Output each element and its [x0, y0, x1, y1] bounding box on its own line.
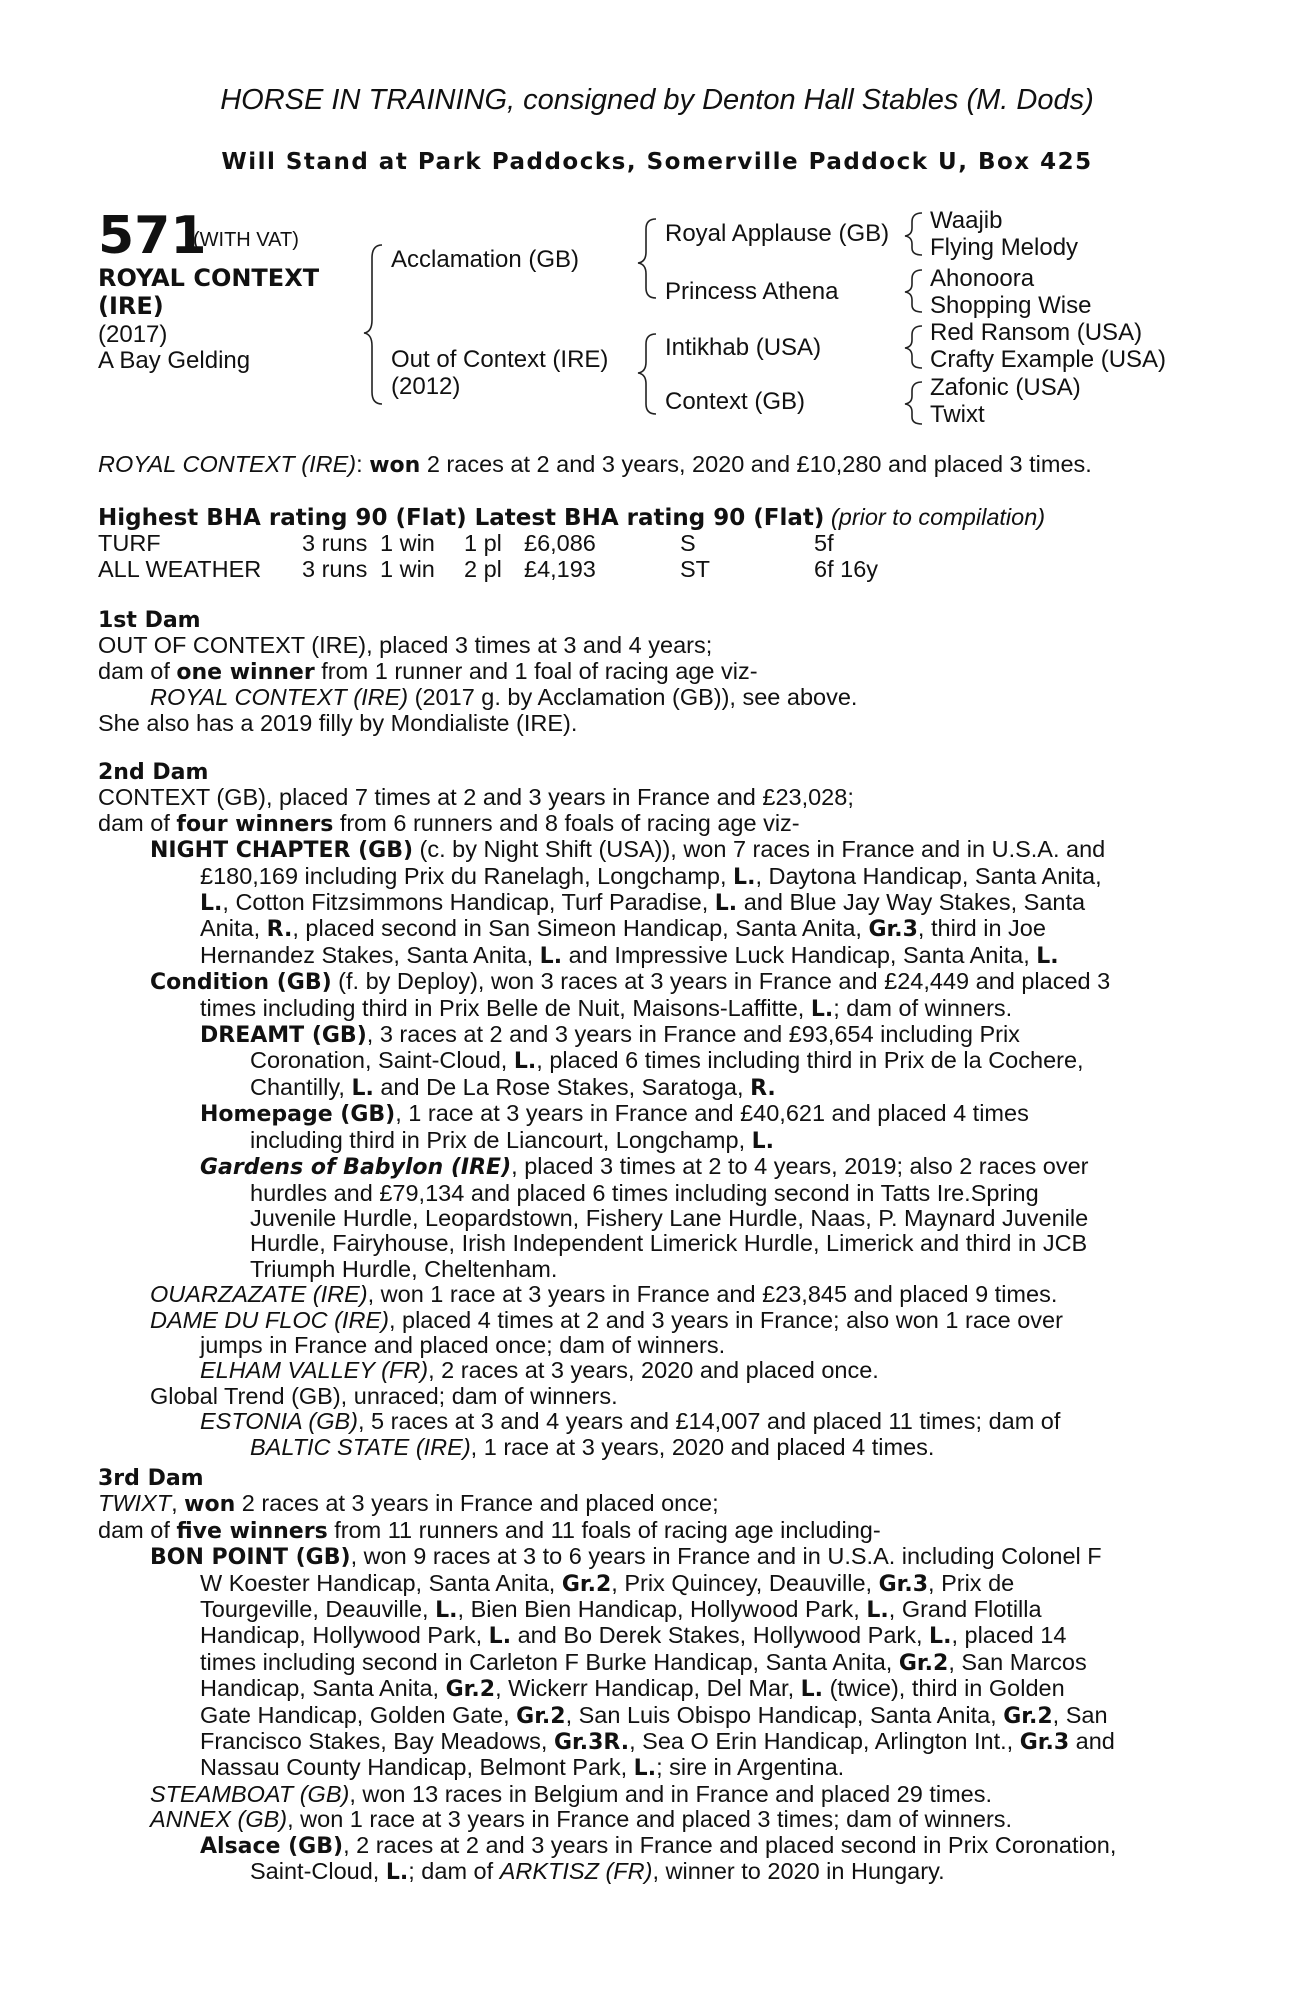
race-summary: ROYAL CONTEXT (IRE): won 2 races at 2 and 3 years, 2020 and £10,280 and placed 3 times. [98, 451, 1092, 478]
horse-name-country: (IRE) [98, 292, 164, 320]
dam-dam-sire: Zafonic (USA) [930, 374, 1081, 401]
sire-sire-dam: Flying Melody [930, 234, 1079, 261]
sire-sire-sire: Waajib [930, 207, 1003, 234]
dam-sire-sire: Red Ransom (USA) [930, 319, 1143, 346]
second-dam-heading: 2nd Dam [98, 760, 209, 785]
stand-location: Will Stand at Park Paddocks, Somerville Paddock U, Box 425 [221, 149, 1093, 175]
sire-dam-sire: Ahonoora [930, 265, 1035, 292]
consignment-heading: HORSE IN TRAINING, consigned by Denton Hall Stables (M. Dods) [220, 84, 1094, 116]
table-row: TURF 3 runs 1 win 1 pl £6,086 S 5f [98, 530, 834, 557]
dam-dam: Context (GB) [665, 388, 806, 415]
vat-label: (WITH VAT) [193, 229, 299, 251]
sire-dam: Princess Athena [665, 278, 839, 305]
race-record-table [98, 531, 878, 582]
horse-name: ROYAL CONTEXT [98, 264, 320, 292]
horse-description: A Bay Gelding [98, 347, 251, 374]
second-dam-section: 2nd Dam CONTEXT (GB), placed 7 times at 2 and 3 years in France and £23,028; dam of four winners from 6 runners and 8 foals of racing age viz- NIGHT CHAPTER (GB) (c. by Night Shift (USA)), won 7 races in France and in U.S.A. and £180,169 including Prix du Ranelagh, Longchamp, L., Daytona Handicap, Santa Anita, L., Cotton Fitzsimmons Handicap, Turf Paradise, L. and Blue Jay Way Stakes, Santa Anita, R., placed second in San Simeon Handicap, Santa Anita, Gr.3, third in Joe Hernandez Stakes, Santa Anita, L. and Impressive Luck Handicap, Santa Anita, L. Condition (GB) (f. by Deploy), won 3 races at 3 years in France and £24,449 and placed 3 times including third in Prix Belle de Nuit, Maisons-Laffitte, L.; dam of winners. DREAMT (GB), 3 races at 2 and 3 years in France and £93,654 including Prix Coronation, Saint-Cloud, L., placed 6 times including third in Prix de la Cochere, Chantilly, L. and De La Rose Stakes, Saratoga, R. Homepage (GB), 1 race at 3 years in France and £40,621 and placed 4 times including third in Prix de Liancourt, Longchamp, L. Gardens of Babylon (IRE), placed 3 times at 2 to 4 years, 2019; also 2 races over hurdles and £79,134 and placed 6 times including second in Tatts Ire.Spring Juvenile Hurdle, Leopardstown, Fishery Lane Hurdle, Naas, P. Maynard Juvenile Hurdle, Fairyhouse, Irish Independent Limerick Hurdle, Limerick and third in JCB Triumph Hurdle, Cheltenham. OUARZAZATE (IRE), won 1 race at 3 years in France and £23,845 and placed 9 times. DAME DU FLOC (IRE), placed 4 times at 2 and 3 years in France; also won 1 race over jumps in France and placed once; dam of winners. ELHAM VALLEY (FR), 2 races at 3 years, 2020 and placed once. Global Trend (GB), unraced; dam of winners. ESTONIA (GB), 5 races at 3 and 4 years and £14,007 and placed 11 times; dam of BALTIC STATE (IRE), 1 race at 3 years, 2020 and placed 4 times. [98, 760, 1206, 1460]
ratings-section [98, 505, 1206, 582]
sire: Acclamation (GB) [391, 246, 580, 273]
summary-won: won [369, 453, 421, 478]
dam-year: (2012) [391, 373, 461, 400]
dam: Out of Context (IRE) [391, 346, 609, 373]
third-dam-heading: 3rd Dam [98, 1466, 204, 1491]
dam-sire: Intikhab (USA) [665, 334, 822, 361]
third-dam-section: 3rd Dam TWIXT, won 2 races at 3 years in France and placed once; dam of five winners from 11 runners and 11 foals of racing age including- BON POINT (GB), won 9 races at 3 to 6 years in France and in U.S.A. including Colonel F W Koester Handicap, Santa Anita, Gr.2, Prix Quincey, Deauville, Gr.3, Prix de Tourgeville, Deauville, L., Bien Bien Handicap, Hollywood Park, L., Grand Flotilla Handicap, Hollywood Park, L. and Bo Derek Stakes, Hollywood Park, L., placed 14 times including second in Carleton F Burke Handicap, Santa Anita, Gr.2, San Marcos Handicap, Santa Anita, Gr.2, Wickerr Handicap, Del Mar, L. (twice), third in Golden Gate Handicap, Golden Gate, Gr.2, San Luis Obispo Handicap, Santa Anita, Gr.2, San Francisco Stakes, Bay Meadows, Gr.3R., Sea O Erin Handicap, Arlington Int., Gr.3 and Nassau County Handicap, Belmont Park, L.; sire in Argentina. STEAMBOAT (GB), won 13 races in Belgium and in France and placed 29 times. ANNEX (GB), won 1 race at 3 years in France and placed 3 times; dam of winners. Alsace (GB), 2 races at 2 and 3 years in France and placed second in Prix Coronation, Saint-Cloud, L.; dam of ARKTISZ (FR), winner to 2020 in Hungary. [98, 1466, 1206, 1886]
bha-ratings: Highest BHA rating 90 (Flat) Latest BHA rating 90 (Flat) [98, 505, 825, 531]
ratings-note: (prior to compilation) [830, 504, 1046, 530]
pedigree-brackets [0, 0, 1314, 440]
first-dam-section: 1st Dam OUT OF CONTEXT (IRE), placed 3 times at 3 and 4 years; dam of one winner from 1 runner and 1 foal of racing age viz- ROYAL CONTEXT (IRE) (2017 g. by Acclamation (GB)), see above. She also has a 2019 filly by Mondialiste (IRE). [98, 608, 1206, 736]
first-dam-heading: 1st Dam [98, 608, 201, 633]
foaling-year: (2017) [98, 321, 168, 348]
sire-dam-dam: Shopping Wise [930, 292, 1092, 319]
dam-sire-dam: Crafty Example (USA) [930, 346, 1167, 373]
sire-sire: Royal Applause (GB) [665, 220, 890, 247]
table-row: ALL WEATHER 3 runs 1 win 2 pl £4,193 ST 6f 16y [98, 555, 879, 582]
summary-horse-name: ROYAL CONTEXT (IRE) [98, 451, 357, 477]
dam-dam-dam: Twixt [930, 401, 985, 428]
lot-number: 571 [98, 206, 207, 266]
